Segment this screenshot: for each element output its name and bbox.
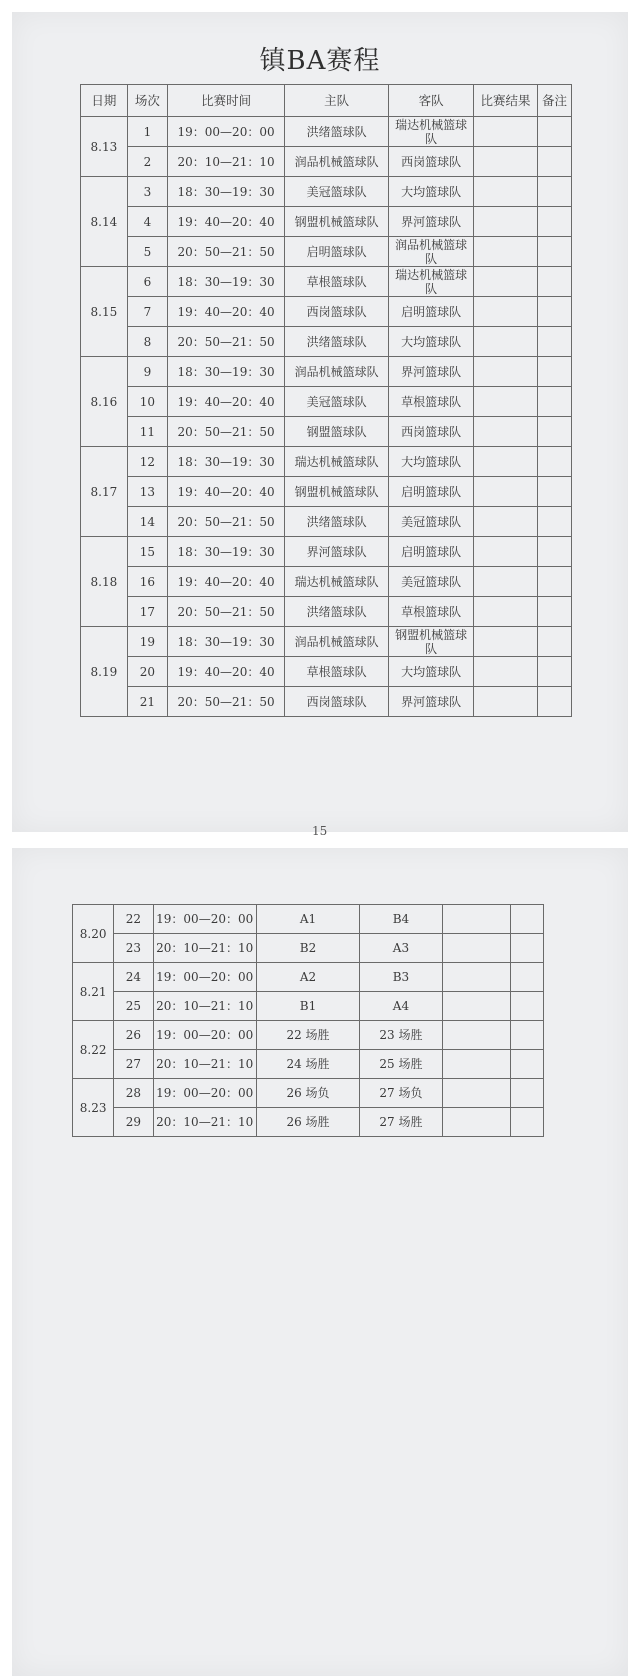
- match-no-cell: 25: [114, 992, 153, 1021]
- home-team-cell: 启明篮球队: [285, 237, 389, 267]
- result-cell: [474, 567, 538, 597]
- time-cell: 19：40—20：40: [168, 387, 285, 417]
- time-cell: 19：00—20：00: [153, 905, 256, 934]
- time-cell: 20：50—21：50: [168, 687, 285, 717]
- note-cell: [537, 207, 571, 237]
- away-team-cell: A3: [360, 934, 443, 963]
- result-cell: [474, 387, 538, 417]
- time-cell: 18：30—19：30: [168, 357, 285, 387]
- time-cell: 20：50—21：50: [168, 237, 285, 267]
- table-row: [81, 357, 572, 387]
- away-team-cell: 界河篮球队: [389, 207, 474, 237]
- schedule-table-2: [72, 904, 544, 1137]
- time-cell: 20：50—21：50: [168, 507, 285, 537]
- home-team-cell: A2: [256, 963, 359, 992]
- time-cell: 18：30—19：30: [168, 537, 285, 567]
- note-cell: [510, 1050, 543, 1079]
- time-cell: 20：10—21：10: [153, 934, 256, 963]
- result-cell: [474, 447, 538, 477]
- header-time: 比赛时间: [168, 85, 285, 117]
- time-cell: 19：40—20：40: [168, 477, 285, 507]
- match-no-cell: 2: [127, 147, 167, 177]
- home-team-cell: 钢盟机械篮球队: [285, 477, 389, 507]
- match-no-cell: 27: [114, 1050, 153, 1079]
- result-cell: [442, 1079, 510, 1108]
- note-cell: [510, 934, 543, 963]
- time-cell: 18：30—19：30: [168, 267, 285, 297]
- away-team-cell: 大均篮球队: [389, 657, 474, 687]
- away-team-cell: 美冠篮球队: [389, 567, 474, 597]
- away-team-cell: 瑞达机械篮球队: [389, 267, 474, 297]
- away-team-cell: 润品机械篮球队: [389, 237, 474, 267]
- table-row: [81, 447, 572, 477]
- away-team-cell: 西岗篮球队: [389, 147, 474, 177]
- match-no-cell: 14: [127, 507, 167, 537]
- table-row: [81, 387, 572, 417]
- result-cell: [442, 905, 510, 934]
- time-cell: 20：50—21：50: [168, 597, 285, 627]
- match-no-cell: 16: [127, 567, 167, 597]
- note-cell: [537, 477, 571, 507]
- home-team-cell: 草根篮球队: [285, 657, 389, 687]
- time-cell: 19：40—20：40: [168, 207, 285, 237]
- match-no-cell: 15: [127, 537, 167, 567]
- date-cell: 8.19: [81, 627, 128, 717]
- document-title: 镇BA赛程: [259, 46, 381, 76]
- away-team-cell: 大均篮球队: [389, 447, 474, 477]
- note-cell: [510, 1079, 543, 1108]
- result-cell: [442, 1021, 510, 1050]
- result-cell: [474, 477, 538, 507]
- note-cell: [510, 1108, 543, 1137]
- match-no-cell: 21: [127, 687, 167, 717]
- result-cell: [442, 1050, 510, 1079]
- home-team-cell: 钢盟机械篮球队: [285, 207, 389, 237]
- table-row: [81, 327, 572, 357]
- match-no-cell: 20: [127, 657, 167, 687]
- date-cell: 8.15: [81, 267, 128, 357]
- away-team-cell: 启明篮球队: [389, 477, 474, 507]
- match-no-cell: 13: [127, 477, 167, 507]
- note-cell: [537, 297, 571, 327]
- home-team-cell: 22 场胜: [256, 1021, 359, 1050]
- time-cell: 20：50—21：50: [168, 417, 285, 447]
- home-team-cell: B1: [256, 992, 359, 1021]
- date-cell: 8.17: [81, 447, 128, 537]
- time-cell: 18：30—19：30: [168, 627, 285, 657]
- result-cell: [442, 992, 510, 1021]
- table-row: [81, 147, 572, 177]
- time-cell: 20：10—21：10: [153, 992, 256, 1021]
- away-team-cell: 大均篮球队: [389, 177, 474, 207]
- away-team-cell: 启明篮球队: [389, 297, 474, 327]
- match-no-cell: 24: [114, 963, 153, 992]
- away-team-cell: A4: [360, 992, 443, 1021]
- away-team-cell: 27 场胜: [360, 1108, 443, 1137]
- away-team-cell: 草根篮球队: [389, 387, 474, 417]
- away-team-cell: 瑞达机械篮球队: [389, 117, 474, 147]
- result-cell: [474, 147, 538, 177]
- away-team-cell: 西岗篮球队: [389, 417, 474, 447]
- note-cell: [510, 1021, 543, 1050]
- note-cell: [537, 417, 571, 447]
- table-row: [81, 417, 572, 447]
- match-no-cell: 1: [127, 117, 167, 147]
- time-cell: 20：10—21：10: [153, 1050, 256, 1079]
- time-cell: 19：40—20：40: [168, 657, 285, 687]
- time-cell: 19：00—20：00: [153, 1021, 256, 1050]
- note-cell: [510, 905, 543, 934]
- table-row: [73, 905, 544, 934]
- away-team-cell: 界河篮球队: [389, 687, 474, 717]
- note-cell: [537, 597, 571, 627]
- home-team-cell: 润品机械篮球队: [285, 357, 389, 387]
- time-cell: 20：10—21：10: [153, 1108, 256, 1137]
- result-cell: [474, 327, 538, 357]
- time-cell: 19：00—20：00: [168, 117, 285, 147]
- match-no-cell: 23: [114, 934, 153, 963]
- match-no-cell: 8: [127, 327, 167, 357]
- home-team-cell: 洪绪篮球队: [285, 117, 389, 147]
- schedule-page-2: [12, 848, 628, 1676]
- home-team-cell: 洪绪篮球队: [285, 327, 389, 357]
- away-team-cell: B4: [360, 905, 443, 934]
- time-cell: 20：50—21：50: [168, 327, 285, 357]
- result-cell: [474, 207, 538, 237]
- home-team-cell: 瑞达机械篮球队: [285, 447, 389, 477]
- away-team-cell: 25 场胜: [360, 1050, 443, 1079]
- table-row: [81, 537, 572, 567]
- header-match-no: 场次: [127, 85, 167, 117]
- result-cell: [474, 537, 538, 567]
- match-no-cell: 5: [127, 237, 167, 267]
- result-cell: [474, 687, 538, 717]
- match-no-cell: 6: [127, 267, 167, 297]
- match-no-cell: 22: [114, 905, 153, 934]
- table-row: [81, 657, 572, 687]
- table-row: [81, 237, 572, 267]
- match-no-cell: 3: [127, 177, 167, 207]
- note-cell: [510, 963, 543, 992]
- header-away: 客队: [389, 85, 474, 117]
- table-row: [73, 963, 544, 992]
- header-result: 比赛结果: [474, 85, 538, 117]
- away-team-cell: 23 场胜: [360, 1021, 443, 1050]
- result-cell: [474, 417, 538, 447]
- date-cell: 8.14: [81, 177, 128, 267]
- home-team-cell: 美冠篮球队: [285, 387, 389, 417]
- home-team-cell: 美冠篮球队: [285, 177, 389, 207]
- table-row: [81, 297, 572, 327]
- table-row: [81, 507, 572, 537]
- table-header-row: [81, 85, 572, 117]
- table-row: [73, 934, 544, 963]
- date-cell: 8.18: [81, 537, 128, 627]
- note-cell: [537, 267, 571, 297]
- date-cell: 8.21: [73, 963, 114, 1021]
- table-row: [73, 1021, 544, 1050]
- match-no-cell: 28: [114, 1079, 153, 1108]
- note-cell: [537, 117, 571, 147]
- away-team-cell: 钢盟机械篮球队: [389, 627, 474, 657]
- date-cell: 8.13: [81, 117, 128, 177]
- table-row: [81, 627, 572, 657]
- header-date: 日期: [81, 85, 128, 117]
- home-team-cell: 界河篮球队: [285, 537, 389, 567]
- table-row: [81, 477, 572, 507]
- table-row: [81, 177, 572, 207]
- home-team-cell: 洪绪篮球队: [285, 507, 389, 537]
- time-cell: 18：30—19：30: [168, 447, 285, 477]
- time-cell: 19：40—20：40: [168, 567, 285, 597]
- match-no-cell: 17: [127, 597, 167, 627]
- away-team-cell: B3: [360, 963, 443, 992]
- time-cell: 20：10—21：10: [168, 147, 285, 177]
- table-row: [73, 1050, 544, 1079]
- away-team-cell: 美冠篮球队: [389, 507, 474, 537]
- table-row: [73, 1079, 544, 1108]
- home-team-cell: 瑞达机械篮球队: [285, 567, 389, 597]
- result-cell: [474, 237, 538, 267]
- home-team-cell: 润品机械篮球队: [285, 627, 389, 657]
- note-cell: [537, 567, 571, 597]
- time-cell: 19：00—20：00: [153, 963, 256, 992]
- header-note: 备注: [537, 85, 571, 117]
- note-cell: [537, 537, 571, 567]
- note-cell: [537, 357, 571, 387]
- home-team-cell: B2: [256, 934, 359, 963]
- table-row: [73, 1108, 544, 1137]
- time-cell: 18：30—19：30: [168, 177, 285, 207]
- table-row: [81, 597, 572, 627]
- result-cell: [474, 297, 538, 327]
- home-team-cell: 西岗篮球队: [285, 687, 389, 717]
- result-cell: [474, 357, 538, 387]
- date-cell: 8.23: [73, 1079, 114, 1137]
- home-team-cell: 草根篮球队: [285, 267, 389, 297]
- date-cell: 8.22: [73, 1021, 114, 1079]
- date-cell: 8.20: [73, 905, 114, 963]
- away-team-cell: 27 场负: [360, 1079, 443, 1108]
- table-row: [81, 567, 572, 597]
- table-row: [81, 267, 572, 297]
- date-cell: 8.16: [81, 357, 128, 447]
- match-no-cell: 4: [127, 207, 167, 237]
- away-team-cell: 启明篮球队: [389, 537, 474, 567]
- result-cell: [442, 963, 510, 992]
- away-team-cell: 界河篮球队: [389, 357, 474, 387]
- match-no-cell: 19: [127, 627, 167, 657]
- result-cell: [474, 597, 538, 627]
- home-team-cell: A1: [256, 905, 359, 934]
- home-team-cell: 24 场胜: [256, 1050, 359, 1079]
- table-row: [81, 117, 572, 147]
- match-no-cell: 11: [127, 417, 167, 447]
- note-cell: [537, 447, 571, 477]
- result-cell: [474, 657, 538, 687]
- match-no-cell: 9: [127, 357, 167, 387]
- page-number: 15: [312, 824, 328, 838]
- table-row: [73, 992, 544, 1021]
- home-team-cell: 润品机械篮球队: [285, 147, 389, 177]
- note-cell: [537, 687, 571, 717]
- result-cell: [474, 177, 538, 207]
- schedule-table-1: [80, 84, 572, 717]
- table-row: [81, 207, 572, 237]
- result-cell: [442, 1108, 510, 1137]
- home-team-cell: 26 场胜: [256, 1108, 359, 1137]
- home-team-cell: 26 场负: [256, 1079, 359, 1108]
- home-team-cell: 洪绪篮球队: [285, 597, 389, 627]
- home-team-cell: 钢盟篮球队: [285, 417, 389, 447]
- note-cell: [537, 387, 571, 417]
- note-cell: [537, 327, 571, 357]
- header-home: 主队: [285, 85, 389, 117]
- result-cell: [474, 117, 538, 147]
- result-cell: [474, 507, 538, 537]
- note-cell: [510, 992, 543, 1021]
- match-no-cell: 10: [127, 387, 167, 417]
- note-cell: [537, 177, 571, 207]
- result-cell: [474, 627, 538, 657]
- away-team-cell: 草根篮球队: [389, 597, 474, 627]
- result-cell: [442, 934, 510, 963]
- note-cell: [537, 507, 571, 537]
- match-no-cell: 29: [114, 1108, 153, 1137]
- match-no-cell: 26: [114, 1021, 153, 1050]
- note-cell: [537, 237, 571, 267]
- away-team-cell: 大均篮球队: [389, 327, 474, 357]
- match-no-cell: 12: [127, 447, 167, 477]
- note-cell: [537, 147, 571, 177]
- match-no-cell: 7: [127, 297, 167, 327]
- table-row: [81, 687, 572, 717]
- note-cell: [537, 627, 571, 657]
- home-team-cell: 西岗篮球队: [285, 297, 389, 327]
- note-cell: [537, 657, 571, 687]
- time-cell: 19：00—20：00: [153, 1079, 256, 1108]
- result-cell: [474, 267, 538, 297]
- schedule-page-1: [12, 12, 628, 838]
- time-cell: 19：40—20：40: [168, 297, 285, 327]
